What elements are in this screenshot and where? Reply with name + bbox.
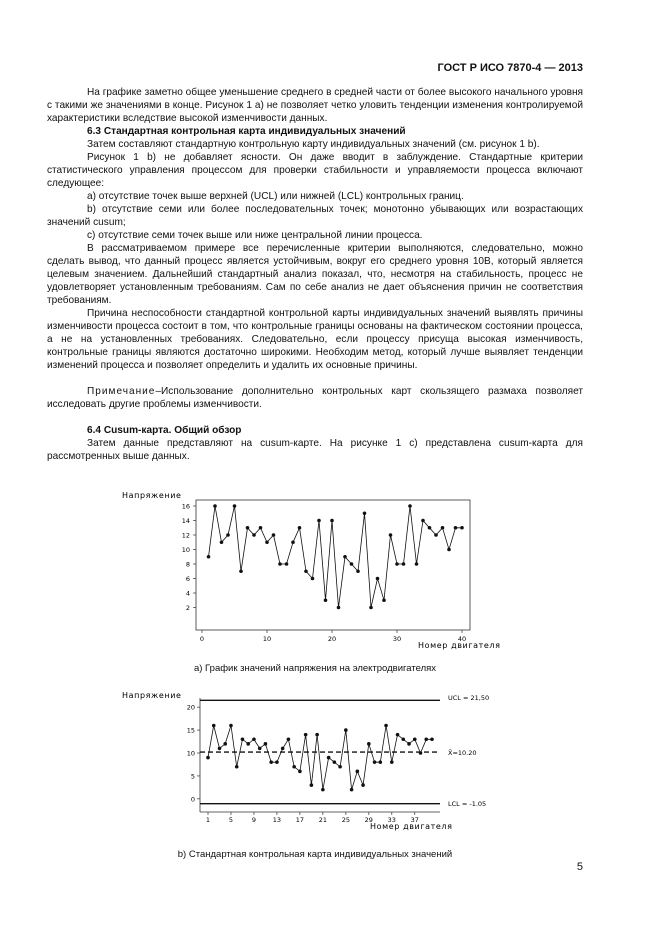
data-point (350, 788, 354, 792)
y-tick-label: 6 (185, 575, 190, 583)
data-point (315, 733, 319, 737)
data-point (413, 737, 417, 741)
y-tick-label: 14 (181, 517, 190, 525)
chart-b-ylabel: Напряжение (122, 691, 182, 700)
data-point (424, 737, 428, 741)
x-tick-label: 30 (392, 635, 402, 643)
y-tick-label: 0 (190, 795, 195, 804)
data-point (218, 747, 222, 751)
data-point (223, 742, 227, 746)
data-point (212, 724, 216, 728)
data-point (367, 742, 371, 746)
list-item-a: а) отсутствие точек выше верхней (UCL) или нижней (LCL) контрольных границ. (87, 191, 464, 202)
paragraph: На графике заметно общее уменьшение среднего в средней части от более высокого начального уровня с такими же значениями в конце. Рисунок 1 а) не позволяет четко уловить тенденции изменения контролируемой характеристики вследствие высокой изменчивости данных. (47, 87, 583, 124)
y-tick-label: 16 (181, 502, 190, 511)
x-tick-label: 1 (205, 816, 211, 824)
data-point (384, 724, 388, 728)
data-point (304, 733, 308, 737)
x-tick-label: 29 (364, 816, 373, 824)
data-point (401, 737, 405, 741)
section-heading-6-4: 6.4 Cusum-карта. Общий обзор (87, 425, 242, 436)
data-point (241, 737, 245, 741)
y-tick-label: 5 (190, 772, 195, 781)
y-tick-label: 2 (185, 604, 190, 612)
section-heading-6-3: 6.3 Стандартная контрольная карта индивидуальных значений (87, 126, 406, 137)
y-tick-label: 12 (181, 531, 190, 540)
list-item-b: b) отсутствие семи или более последовательных точек; монотонно убывающих или возрастающих значений cusum; (47, 204, 583, 228)
paragraph: Затем составляют стандартную контрольную карту индивидуальных значений (см. рисунок 1 b). (87, 139, 540, 150)
chart-a-ylabel: Напряжение (122, 491, 182, 500)
data-point (344, 728, 348, 732)
x-tick-label: 13 (272, 816, 282, 824)
paragraph: Рисунок 1 b) не добавляет ясности. Он даже вводит в заблуждение. Стандартные критерии статистического управления процессом для проверки стабильности и управляемости процесса включают следующее: (47, 152, 583, 189)
note-text: –Использование дополнительно контрольных карт скользящего размаха позволяет исследовать другие проблемы изменчивости. (47, 386, 583, 410)
data-point (229, 724, 233, 728)
data-point (269, 760, 273, 764)
data-point (252, 737, 256, 741)
data-point (396, 733, 400, 737)
paragraph: Причина неспособности стандартной контрольной карты индивидуальных значений выявлять причины изменчивости процесса состоит в том, что контрольные границы основаны на фактическом состоянии процесса, а не на установленных требованиях. Следовательно, если процессу присуща высокая изменчивость, контрольные границы являются достаточно широкими. Необходим метод, который лучше выявляет тенденции изменений процесса и позволяет определить и удалить их основные причины. (47, 308, 583, 371)
data-point (338, 765, 342, 769)
caption-figure-a: а) График значений напряжения на электродвигателях (193, 663, 437, 674)
x-tick-label: 25 (341, 816, 350, 824)
x-tick-label: 40 (457, 635, 467, 643)
document-header: ГОСТ Р ИСО 7870-4 — 2013 (437, 62, 583, 74)
x-tick-label: 9 (251, 816, 257, 824)
x-tick-label: 10 (262, 635, 272, 643)
paragraph: В рассматриваемом примере все перечисленные критерии выполняются, следовательно, можно сделать вывод, что данный процесс является устойчивым, вокруг его среднего уровня 10В, который является целевым значением. Дальнейший стандартный анализ показал, что, несмотря на стабильность, процесс не удовлетворяет установленным требованиям. Сам по себе анализ не дает объяснения причин не соответствия требованиям. (47, 243, 583, 306)
page-number: 5 (576, 861, 583, 873)
data-point (356, 770, 360, 774)
data-point (287, 737, 291, 741)
y-tick-label: 15 (186, 726, 195, 735)
data-point (361, 783, 365, 787)
data-point (430, 737, 434, 741)
caption-figure-b: b) Стандартная контрольная карта индивидуальных значений (177, 849, 453, 860)
x-tick-label: 17 (295, 816, 305, 824)
y-tick-label: 10 (181, 546, 190, 554)
list-item-c: с) отсутствие семи точек выше или ниже центральной линии процесса. (87, 230, 423, 241)
data-point (264, 742, 268, 746)
x-tick-label: 5 (228, 816, 234, 824)
x-tick-label: 20 (327, 635, 337, 643)
data-point (292, 765, 296, 769)
x-tick-label: 33 (387, 816, 396, 824)
y-tick-label: 20 (186, 703, 195, 712)
y-tick-label: 10 (186, 749, 195, 758)
x-tick-label: 21 (318, 816, 328, 824)
center-line-label: X̄=10.20 (448, 749, 477, 757)
data-point (281, 747, 285, 751)
ucl-label: UCL = 21,50 (448, 694, 490, 702)
chart-a-xlabel: Номер двигателя (418, 641, 501, 650)
data-point (390, 760, 394, 764)
x-tick-label: 0 (199, 635, 205, 643)
data-point (333, 760, 337, 764)
paragraph: Затем данные представляют на cusum-карте. На рисунке 1 с) представлена cusum-карта для рассмотренных выше данных. (47, 438, 583, 462)
y-tick-label: 8 (185, 560, 190, 569)
y-tick-label: 4 (185, 589, 190, 598)
data-point (275, 760, 279, 764)
data-point (321, 788, 325, 792)
lcl-label: LCL = -1.05 (448, 800, 487, 808)
data-point (327, 756, 331, 760)
data-point (246, 742, 250, 746)
data-point (298, 770, 302, 774)
data-point (419, 751, 423, 755)
data-point (206, 756, 210, 760)
x-tick-label: 37 (410, 816, 419, 824)
note-label: Примечание (87, 386, 156, 397)
data-point (379, 760, 383, 764)
chart-b-xlabel: Номер двигателя (370, 822, 453, 831)
data-point (310, 783, 314, 787)
data-point (373, 760, 377, 764)
data-point (235, 765, 239, 769)
data-point (407, 742, 411, 746)
data-point (258, 747, 262, 751)
